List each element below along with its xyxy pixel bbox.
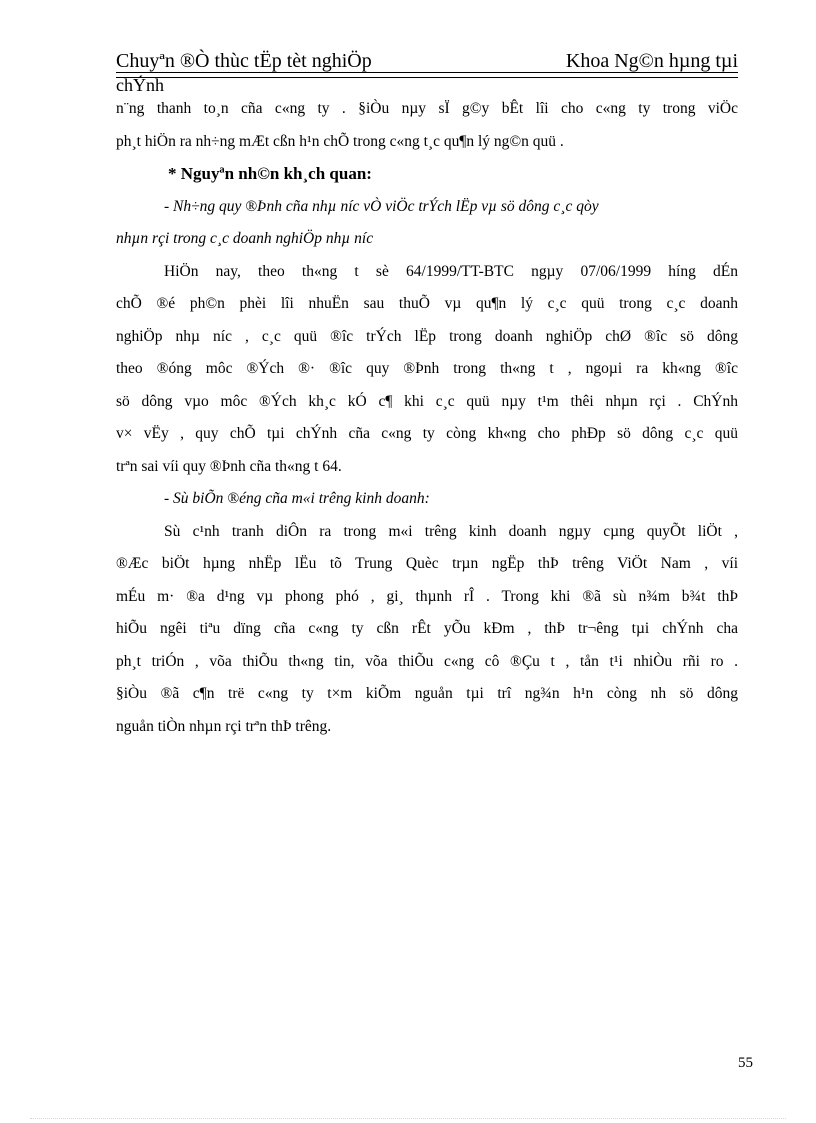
- paragraph-line: chÕ ®é ph©n phèi lîi nhuËn sau thuÕ vµ qu¶n lý c¸c quü trong c¸c doanh: [116, 295, 738, 312]
- header-rule-thin: [116, 77, 738, 78]
- italic-subheading: - Nh÷ng quy ®Þnh cña nhµ níc vÒ viÖc trÝch lËp vµ sö dông c¸c qòy: [164, 197, 599, 215]
- paragraph-line: trªn sai víi quy ®Þnh cña th«ng t 64.: [116, 457, 342, 475]
- paragraph-line: hiÕu ngêi tiªu dïng cña c«ng ty cßn rÊt yÕu kÐm , thÞ tr¬êng tµi chÝnh cha: [116, 620, 738, 637]
- paragraph-line: §iÒu ®ã c¶n trë c«ng ty t×m kiÕm nguån tµi trî ng¾n h¹n còng nh sö dông: [116, 685, 738, 702]
- paragraph-line: ®Æc biÖt hµng nhËp lËu tõ Trung Quèc trµn ngËp thÞ trêng ViÖt Nam , víi: [116, 555, 738, 572]
- paragraph-line: nghiÖp nhµ níc , c¸c quü ®îc trÝch lËp trong doanh nghiÖp chØ ®îc sö dông: [116, 327, 738, 345]
- header-left-title: Chuyªn ®Ò thùc tËp tèt nghiÖp: [116, 50, 372, 72]
- header-continuation: chÝnh: [116, 75, 164, 95]
- paragraph-line: HiÖn nay, theo th«ng t sè 64/1999/TT-BTC ngµy 07/06/1999 híng dÉn: [164, 262, 738, 280]
- paragraph-line: nguån tiÒn nhµn rçi trªn thÞ trêng.: [116, 717, 332, 735]
- page-number: 55: [738, 1055, 753, 1071]
- page-bottom-divider: [30, 1118, 786, 1119]
- paragraph-line: sö dông vµo môc ®Ých kh¸c kÓ c¶ khi c¸c quü nµy t¹m thêi nhµn rçi . ChÝnh: [116, 392, 738, 410]
- paragraph-line: ph¸t triÓn , võa thiÕu th«ng tin, võa thiÕu c«ng cô ®Çu t , tån t¹i nhiÒu rñi ro .: [116, 652, 738, 670]
- paragraph-line: n¨ng thanh to¸n cña c«ng ty . §iÒu nµy sÏ g©y bÊt lîi cho c«ng ty trong viÖc: [116, 100, 738, 117]
- paragraph-line: theo ®óng môc ®Ých ®· ®îc quy ®Þnh trong th«ng t , ngoµi ra kh«ng ®îc: [116, 360, 738, 377]
- header-rule: [116, 72, 738, 73]
- paragraph-line: ph¸t hiÖn ra nh÷ng mÆt cßn h¹n chÕ trong c«ng t¸c qu¶n lý ng©n quü .: [116, 132, 564, 150]
- document-body: [116, 93, 738, 743]
- section-heading: * Nguyªn nh©n kh¸ch quan:: [168, 164, 372, 183]
- italic-subheading: nhµn rçi trong c¸c doanh nghiÖp nhµ níc: [116, 230, 374, 247]
- header-right-title: Khoa Ng©n hµng tµi: [565, 50, 738, 72]
- paragraph-line: Sù c¹nh tranh diÔn ra trong m«i trêng kinh doanh ngµy cµng quyÕt liÖt ,: [164, 522, 738, 540]
- paragraph-line: v× vËy , quy chÕ tµi chÝnh cña c«ng ty còng kh«ng cho phÐp sö dông c¸c quü: [116, 425, 738, 442]
- italic-subheading: - Sù biÕn ®éng cña m«i trêng kinh doanh:: [164, 490, 430, 507]
- page-header: [116, 50, 738, 95]
- paragraph-line: mÉu m· ®a d¹ng vµ phong phó , gi¸ thµnh rÎ . Trong khi ®ã sù n¾m b¾t thÞ: [116, 587, 738, 605]
